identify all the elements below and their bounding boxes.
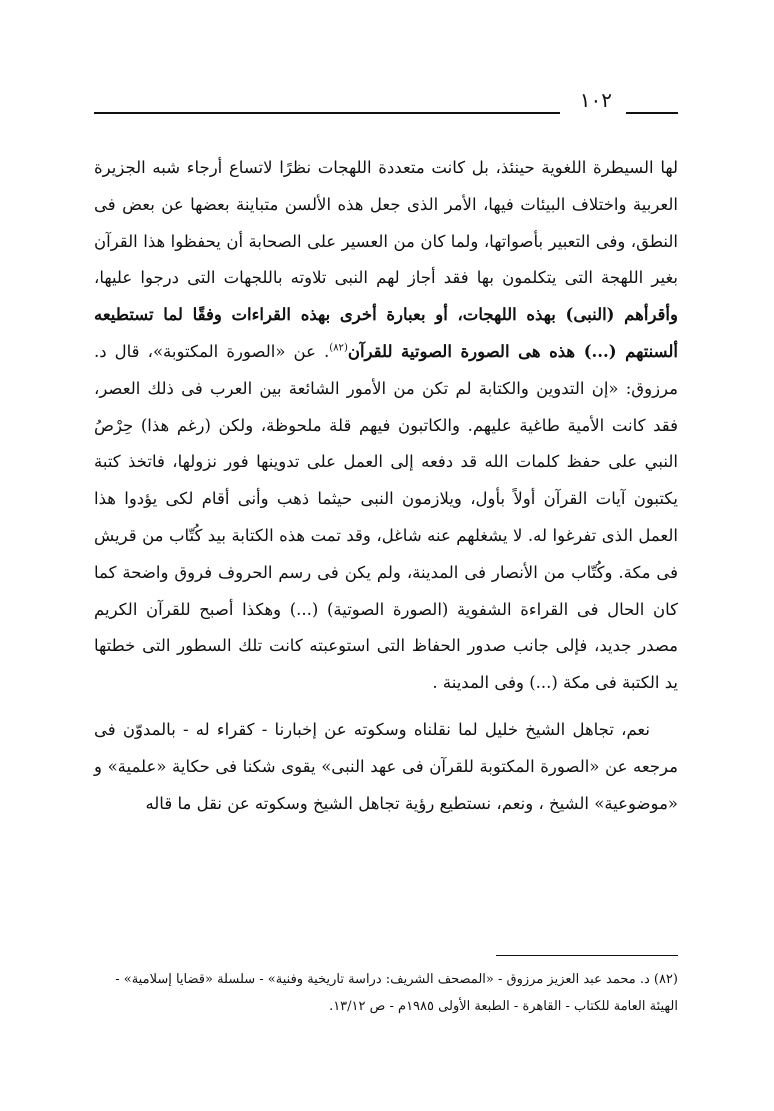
paragraph-1-bold-quote: وأقرأهم (النبى) بهذه اللهجات، أو بعبارة أخرى بهذه القراءات وفقًا لما تستطيعه ألسنتهم (...) هذه هى الصورة الصوتية للقرآن	[94, 305, 678, 361]
footnotes	[94, 966, 678, 1020]
paragraph-2: نعم، تجاهل الشيخ خليل لما نقلناه وسكوته عن إخبارنا - كقراء له - بالمدوّن فى مرجعه عن «الصورة المكتوبة للقرآن فى عهد النبى» يقوى شكنا فى حكاية «علمية» و «موضوعية» الشيخ ، ونعم، نستطيع رؤية تجاهل الشيخ وسكوته عن نقل ما قاله	[94, 719, 678, 813]
header-dash	[626, 112, 678, 114]
page-header	[94, 86, 678, 126]
paragraph-1-text-a: لها السيطرة اللغوية حينئذ، بل كانت متعددة اللهجات نظرًا لاتساع أرجاء شبه الجزيرة العربية واختلاف البيئات فيها، الأمر الذى جعل هذه الألسن متباينة بعضها عن بعض فى النطق، وفى التعبير بأصواتها، ولما كان من العسير على الصحابة أن يحفظوا هذا القرآن بغير اللهجة التى يتكلمون بها فقد أجاز لهم النبى تلاوته باللجهات التى درجوا عليها،	[94, 158, 678, 288]
footnote-82-line-2: الهيئة العامة للكتاب - القاهرة - الطبعة الأولى ١٩٨٥م - ص ١٣/١٢.	[329, 999, 678, 1014]
paragraph-1-text-b: . عن «الصورة المكتوبة»، قال د. مرزوق: «إن التدوين والكتابة لم تكن من الأمور الشائعة بين العرب فى ذلك العصر، فقد كانت الأمية طاغية عليهم. والكاتبون فيهم قلة ملحوظة، ولكن (رغم هذا) حِرْصُ النبي على حفظ كلمات الله قد دفعه إلى العمل على تدوينها فور نزولها، فاتخذ كتبة يكتبون آيات القرآن أولاً بأول، ويلازمون النبى حيثما ذهب وأنى أقام لكى يؤدوا هذا العمل الذى تفرغوا له. لا يشغلهم عنه شاغل، وقد تمت هذه الكتابة بيد كُتّاب من قريش فى مكة. وكُتّاب من الأنصار فى المدينة، ولم يكن فى رسم الحروف فروق واضحة كما كان الحال فى القراءة الشفوية (الصورة الصوتية) (...) وهكذا أصبح للقرآن الكريم مصدر جديد، فإلى جانب صدور الحفاظ التى استوعبته كانت تلك السطور التى خطتها يد الكتبة فى مكة (...) وفى المدينة .	[94, 341, 678, 693]
page-number: ١٠٢	[579, 88, 612, 112]
footnote-rule	[496, 955, 678, 956]
footnote-82-line-1: (٨٢) د. محمد عبد العزيز مرزوق - «المصحف الشريف: دراسة تاريخية وفنية» - سلسلة «قضايا إسلامية» -	[115, 972, 678, 987]
footnote-reference[interactable]: (٨٢)	[329, 342, 348, 354]
body-text	[94, 150, 678, 822]
header-rule	[94, 112, 560, 114]
paragraph-1	[94, 150, 678, 702]
